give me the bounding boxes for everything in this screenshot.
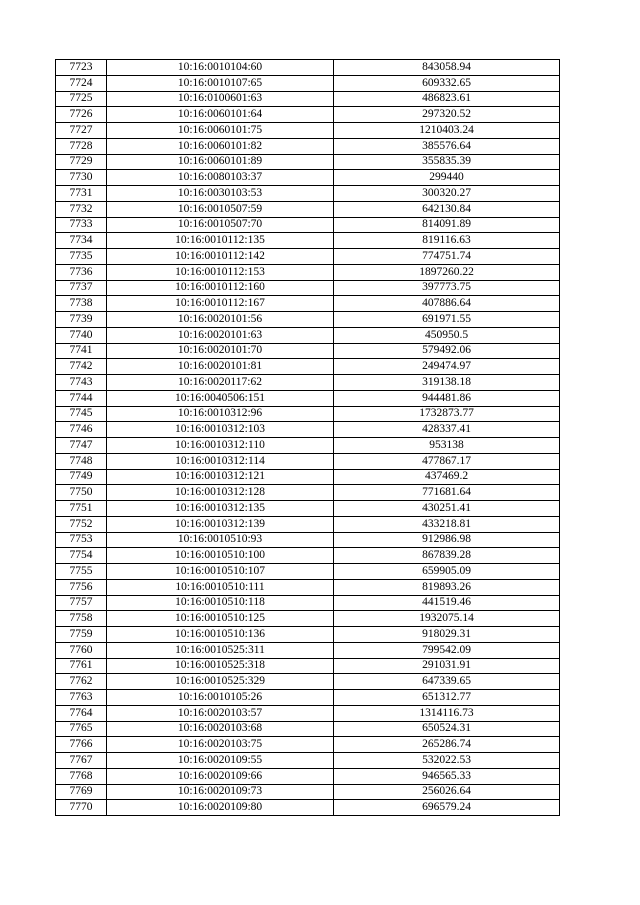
value-cell: 249474.97 bbox=[334, 359, 560, 375]
table-row bbox=[56, 201, 560, 217]
value-cell: 953138 bbox=[334, 438, 560, 454]
cadastral-number-cell: 10:16:0020109:80 bbox=[107, 800, 334, 816]
value-cell: 532022.53 bbox=[334, 753, 560, 769]
cadastral-number-cell: 10:16:0010510:100 bbox=[107, 548, 334, 564]
value-cell: 819893.26 bbox=[334, 579, 560, 595]
cadastral-number-cell: 10:16:0010312:128 bbox=[107, 485, 334, 501]
cadastral-number-cell: 10:16:0010525:318 bbox=[107, 658, 334, 674]
cadastral-number-cell: 10:16:0010525:329 bbox=[107, 674, 334, 690]
value-cell: 696579.24 bbox=[334, 800, 560, 816]
row-number-cell: 7755 bbox=[56, 564, 107, 580]
value-cell: 650524.31 bbox=[334, 721, 560, 737]
table-row bbox=[56, 768, 560, 784]
value-cell: 867839.28 bbox=[334, 548, 560, 564]
table-row bbox=[56, 138, 560, 154]
cadastral-number-cell: 10:16:0020101:63 bbox=[107, 327, 334, 343]
row-number-cell: 7757 bbox=[56, 595, 107, 611]
value-cell: 397773.75 bbox=[334, 280, 560, 296]
value-cell: 385576.64 bbox=[334, 138, 560, 154]
value-cell: 433218.81 bbox=[334, 516, 560, 532]
value-cell: 912986.98 bbox=[334, 532, 560, 548]
value-cell: 407886.64 bbox=[334, 296, 560, 312]
table-row bbox=[56, 327, 560, 343]
cadastral-number-cell: 10:16:0010312:121 bbox=[107, 469, 334, 485]
value-cell: 647339.65 bbox=[334, 674, 560, 690]
row-number-cell: 7758 bbox=[56, 611, 107, 627]
cadastral-number-cell: 10:16:0020109:55 bbox=[107, 753, 334, 769]
row-number-cell: 7730 bbox=[56, 170, 107, 186]
cadastral-number-cell: 10:16:0060101:75 bbox=[107, 123, 334, 139]
value-cell: 319138.18 bbox=[334, 375, 560, 391]
cadastral-number-cell: 10:16:0010507:70 bbox=[107, 217, 334, 233]
row-number-cell: 7726 bbox=[56, 107, 107, 123]
value-cell: 843058.94 bbox=[334, 60, 560, 76]
cadastral-number-cell: 10:16:0060101:82 bbox=[107, 138, 334, 154]
row-number-cell: 7723 bbox=[56, 60, 107, 76]
cadastral-number-cell: 10:16:0010510:136 bbox=[107, 627, 334, 643]
value-cell: 450950.5 bbox=[334, 327, 560, 343]
value-cell: 946565.33 bbox=[334, 768, 560, 784]
table-row bbox=[56, 217, 560, 233]
data-table bbox=[55, 59, 560, 816]
cadastral-number-cell: 10:16:0010525:311 bbox=[107, 642, 334, 658]
value-cell: 477867.17 bbox=[334, 453, 560, 469]
table-row bbox=[56, 312, 560, 328]
cadastral-number-cell: 10:16:0020103:68 bbox=[107, 721, 334, 737]
value-cell: 799542.09 bbox=[334, 642, 560, 658]
row-number-cell: 7759 bbox=[56, 627, 107, 643]
table-row bbox=[56, 548, 560, 564]
value-cell: 579492.06 bbox=[334, 343, 560, 359]
cadastral-number-cell: 10:16:0010510:118 bbox=[107, 595, 334, 611]
row-number-cell: 7728 bbox=[56, 138, 107, 154]
table-row bbox=[56, 186, 560, 202]
value-cell: 1932075.14 bbox=[334, 611, 560, 627]
row-number-cell: 7741 bbox=[56, 343, 107, 359]
table-row bbox=[56, 674, 560, 690]
row-number-cell: 7731 bbox=[56, 186, 107, 202]
row-number-cell: 7750 bbox=[56, 485, 107, 501]
table-row bbox=[56, 501, 560, 517]
cadastral-number-cell: 10:16:0030103:53 bbox=[107, 186, 334, 202]
cadastral-number-cell: 10:16:0010312:96 bbox=[107, 406, 334, 422]
row-number-cell: 7736 bbox=[56, 264, 107, 280]
table-row bbox=[56, 721, 560, 737]
cadastral-number-cell: 10:16:0010105:26 bbox=[107, 690, 334, 706]
cadastral-number-cell: 10:16:0010312:135 bbox=[107, 501, 334, 517]
row-number-cell: 7766 bbox=[56, 737, 107, 753]
row-number-cell: 7751 bbox=[56, 501, 107, 517]
row-number-cell: 7762 bbox=[56, 674, 107, 690]
row-number-cell: 7735 bbox=[56, 249, 107, 265]
value-cell: 437469.2 bbox=[334, 469, 560, 485]
row-number-cell: 7737 bbox=[56, 280, 107, 296]
row-number-cell: 7743 bbox=[56, 375, 107, 391]
value-cell: 814091.89 bbox=[334, 217, 560, 233]
table-row bbox=[56, 123, 560, 139]
row-number-cell: 7752 bbox=[56, 516, 107, 532]
row-number-cell: 7770 bbox=[56, 800, 107, 816]
cadastral-number-cell: 10:16:0020101:56 bbox=[107, 312, 334, 328]
cadastral-number-cell: 10:16:0040506:151 bbox=[107, 390, 334, 406]
row-number-cell: 7764 bbox=[56, 705, 107, 721]
row-number-cell: 7729 bbox=[56, 154, 107, 170]
value-cell: 1314116.73 bbox=[334, 705, 560, 721]
value-cell: 1897260.22 bbox=[334, 264, 560, 280]
table-row bbox=[56, 611, 560, 627]
table-body bbox=[56, 60, 560, 816]
cadastral-number-cell: 10:16:0010312:139 bbox=[107, 516, 334, 532]
value-cell: 297320.52 bbox=[334, 107, 560, 123]
cadastral-number-cell: 10:16:0010107:65 bbox=[107, 75, 334, 91]
value-cell: 355835.39 bbox=[334, 154, 560, 170]
row-number-cell: 7763 bbox=[56, 690, 107, 706]
cadastral-number-cell: 10:16:0020101:81 bbox=[107, 359, 334, 375]
cadastral-number-cell: 10:16:0010112:153 bbox=[107, 264, 334, 280]
row-number-cell: 7748 bbox=[56, 453, 107, 469]
row-number-cell: 7749 bbox=[56, 469, 107, 485]
cadastral-number-cell: 10:16:0010112:142 bbox=[107, 249, 334, 265]
value-cell: 819116.63 bbox=[334, 233, 560, 249]
cadastral-number-cell: 10:16:0010104:60 bbox=[107, 60, 334, 76]
row-number-cell: 7740 bbox=[56, 327, 107, 343]
row-number-cell: 7765 bbox=[56, 721, 107, 737]
row-number-cell: 7738 bbox=[56, 296, 107, 312]
table-row bbox=[56, 91, 560, 107]
row-number-cell: 7742 bbox=[56, 359, 107, 375]
cadastral-number-cell: 10:16:0020117:62 bbox=[107, 375, 334, 391]
table-row bbox=[56, 784, 560, 800]
table-row bbox=[56, 75, 560, 91]
cadastral-number-cell: 10:16:0060101:89 bbox=[107, 154, 334, 170]
cadastral-number-cell: 10:16:0010510:111 bbox=[107, 579, 334, 595]
table-row bbox=[56, 753, 560, 769]
value-cell: 256026.64 bbox=[334, 784, 560, 800]
cadastral-number-cell: 10:16:0010112:135 bbox=[107, 233, 334, 249]
table-row bbox=[56, 170, 560, 186]
table-row bbox=[56, 564, 560, 580]
row-number-cell: 7747 bbox=[56, 438, 107, 454]
table-row bbox=[56, 800, 560, 816]
row-number-cell: 7767 bbox=[56, 753, 107, 769]
table-row bbox=[56, 532, 560, 548]
table-row bbox=[56, 469, 560, 485]
value-cell: 300320.27 bbox=[334, 186, 560, 202]
table-row bbox=[56, 280, 560, 296]
row-number-cell: 7769 bbox=[56, 784, 107, 800]
table-row bbox=[56, 485, 560, 501]
value-cell: 944481.86 bbox=[334, 390, 560, 406]
table-row bbox=[56, 438, 560, 454]
value-cell: 774751.74 bbox=[334, 249, 560, 265]
cadastral-number-cell: 10:16:0020103:57 bbox=[107, 705, 334, 721]
row-number-cell: 7725 bbox=[56, 91, 107, 107]
table-row bbox=[56, 264, 560, 280]
table-row bbox=[56, 359, 560, 375]
row-number-cell: 7733 bbox=[56, 217, 107, 233]
table-row bbox=[56, 375, 560, 391]
table-row bbox=[56, 579, 560, 595]
table-row bbox=[56, 60, 560, 76]
value-cell: 486823.61 bbox=[334, 91, 560, 107]
cadastral-number-cell: 10:16:0010112:167 bbox=[107, 296, 334, 312]
table-row bbox=[56, 296, 560, 312]
row-number-cell: 7754 bbox=[56, 548, 107, 564]
value-cell: 291031.91 bbox=[334, 658, 560, 674]
row-number-cell: 7746 bbox=[56, 422, 107, 438]
cadastral-number-cell: 10:16:0100601:63 bbox=[107, 91, 334, 107]
cadastral-number-cell: 10:16:0010510:125 bbox=[107, 611, 334, 627]
value-cell: 651312.77 bbox=[334, 690, 560, 706]
value-cell: 691971.55 bbox=[334, 312, 560, 328]
cadastral-number-cell: 10:16:0020109:73 bbox=[107, 784, 334, 800]
row-number-cell: 7732 bbox=[56, 201, 107, 217]
table-row bbox=[56, 249, 560, 265]
table-row bbox=[56, 595, 560, 611]
table-row bbox=[56, 390, 560, 406]
cadastral-number-cell: 10:16:0020103:75 bbox=[107, 737, 334, 753]
row-number-cell: 7756 bbox=[56, 579, 107, 595]
value-cell: 430251.41 bbox=[334, 501, 560, 517]
value-cell: 299440 bbox=[334, 170, 560, 186]
row-number-cell: 7753 bbox=[56, 532, 107, 548]
cadastral-number-cell: 10:16:0010112:160 bbox=[107, 280, 334, 296]
table-row bbox=[56, 642, 560, 658]
table-row bbox=[56, 422, 560, 438]
row-number-cell: 7744 bbox=[56, 390, 107, 406]
row-number-cell: 7761 bbox=[56, 658, 107, 674]
value-cell: 609332.65 bbox=[334, 75, 560, 91]
row-number-cell: 7760 bbox=[56, 642, 107, 658]
row-number-cell: 7734 bbox=[56, 233, 107, 249]
value-cell: 918029.31 bbox=[334, 627, 560, 643]
table-row bbox=[56, 233, 560, 249]
table-row bbox=[56, 107, 560, 123]
table-row bbox=[56, 343, 560, 359]
value-cell: 1732873.77 bbox=[334, 406, 560, 422]
row-number-cell: 7724 bbox=[56, 75, 107, 91]
cadastral-number-cell: 10:16:0020109:66 bbox=[107, 768, 334, 784]
cadastral-number-cell: 10:16:0010312:114 bbox=[107, 453, 334, 469]
cadastral-number-cell: 10:16:0010510:107 bbox=[107, 564, 334, 580]
cadastral-number-cell: 10:16:0080103:37 bbox=[107, 170, 334, 186]
cadastral-number-cell: 10:16:0010510:93 bbox=[107, 532, 334, 548]
cadastral-number-cell: 10:16:0010312:110 bbox=[107, 438, 334, 454]
table-row bbox=[56, 406, 560, 422]
row-number-cell: 7727 bbox=[56, 123, 107, 139]
cadastral-number-cell: 10:16:0020101:70 bbox=[107, 343, 334, 359]
table-row bbox=[56, 154, 560, 170]
value-cell: 1210403.24 bbox=[334, 123, 560, 139]
row-number-cell: 7745 bbox=[56, 406, 107, 422]
value-cell: 428337.41 bbox=[334, 422, 560, 438]
row-number-cell: 7768 bbox=[56, 768, 107, 784]
table-row bbox=[56, 453, 560, 469]
table-row bbox=[56, 690, 560, 706]
cadastral-number-cell: 10:16:0010312:103 bbox=[107, 422, 334, 438]
cadastral-number-cell: 10:16:0060101:64 bbox=[107, 107, 334, 123]
value-cell: 265286.74 bbox=[334, 737, 560, 753]
table-row bbox=[56, 705, 560, 721]
table-row bbox=[56, 658, 560, 674]
table-row bbox=[56, 627, 560, 643]
value-cell: 642130.84 bbox=[334, 201, 560, 217]
row-number-cell: 7739 bbox=[56, 312, 107, 328]
value-cell: 771681.64 bbox=[334, 485, 560, 501]
cadastral-number-cell: 10:16:0010507:59 bbox=[107, 201, 334, 217]
value-cell: 659905.09 bbox=[334, 564, 560, 580]
table-row bbox=[56, 516, 560, 532]
value-cell: 441519.46 bbox=[334, 595, 560, 611]
table-row bbox=[56, 737, 560, 753]
